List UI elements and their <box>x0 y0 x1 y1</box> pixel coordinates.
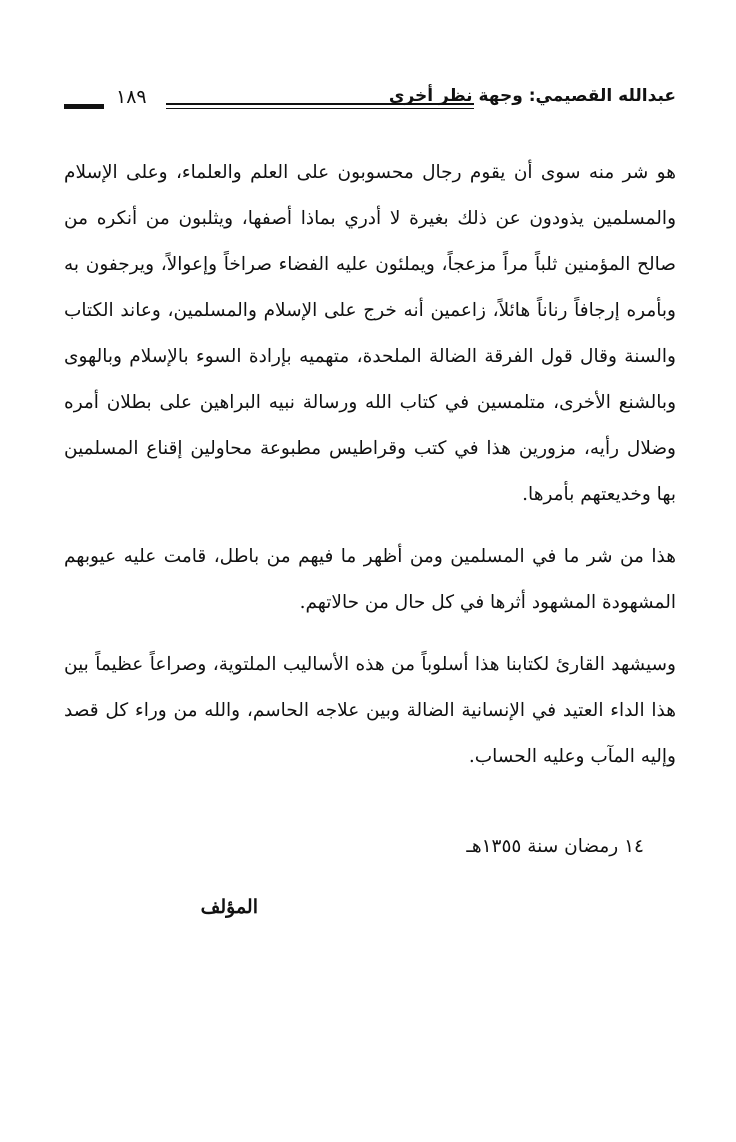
running-header <box>64 86 676 120</box>
body-text <box>64 150 676 796</box>
page-number: ١٨٩ <box>116 86 147 108</box>
paragraph-3: وسيشهد القارئ لكتابنا هذا أسلوباً من هذه الأساليب الملتوية، وصراعاً عظيماً بين هذا الداء العتيد في الإنسانية الضالة وبين علاجه الحاسم، والله من وراء كل قصد وإليه المآب وعليه الحساب. <box>64 654 676 767</box>
date-line: ١٤ رمضان سنة ١٣٥٥هـ <box>466 836 644 857</box>
paragraph-1: هو شر منه سوى أن يقوم رجال محسوبون على العلم والعلماء، وعلى الإسلام والمسلمين يذودون عن ذلك بغيرة لا أدري بماذا أصفها، ويثلبون من أنكره من صالح المؤمنين ثلباً مراً مزعجاً، ويملئون عليه الفضاء صراخاً وإعوالاً، ويرجفون به وبأمره إرجافاً رناناً هائلاً، زاعمين أنه خرج على الإسلام والمسلمين، وعاند الكتاب والسنة وقال قول الفرقة الضالة الملحدة، متهميه بإرادة السوء بالإسلام وبالهوى وبالشنع الأخرى، متلمسين في كتاب الله ورسالة نبيه البراهين على بطلان أمره وضلال رأيه، مزورين هذا في كتب وقراطيس مطبوعة محاولين إقناع المسلمين بها وخديعتهم بأمرها. <box>64 162 676 505</box>
author-signature: المؤلف <box>200 896 258 918</box>
header-rule-short <box>64 104 104 109</box>
header-title: عبدالله القصيمي: وجهة نظر أخرى <box>388 86 676 106</box>
paragraph-2: هذا من شر ما في المسلمين ومن أظهر ما فيهم من باطل، قامت عليه عيوبهم المشهودة المشهود أثرها في كل حال من حالاتهم. <box>64 546 676 613</box>
